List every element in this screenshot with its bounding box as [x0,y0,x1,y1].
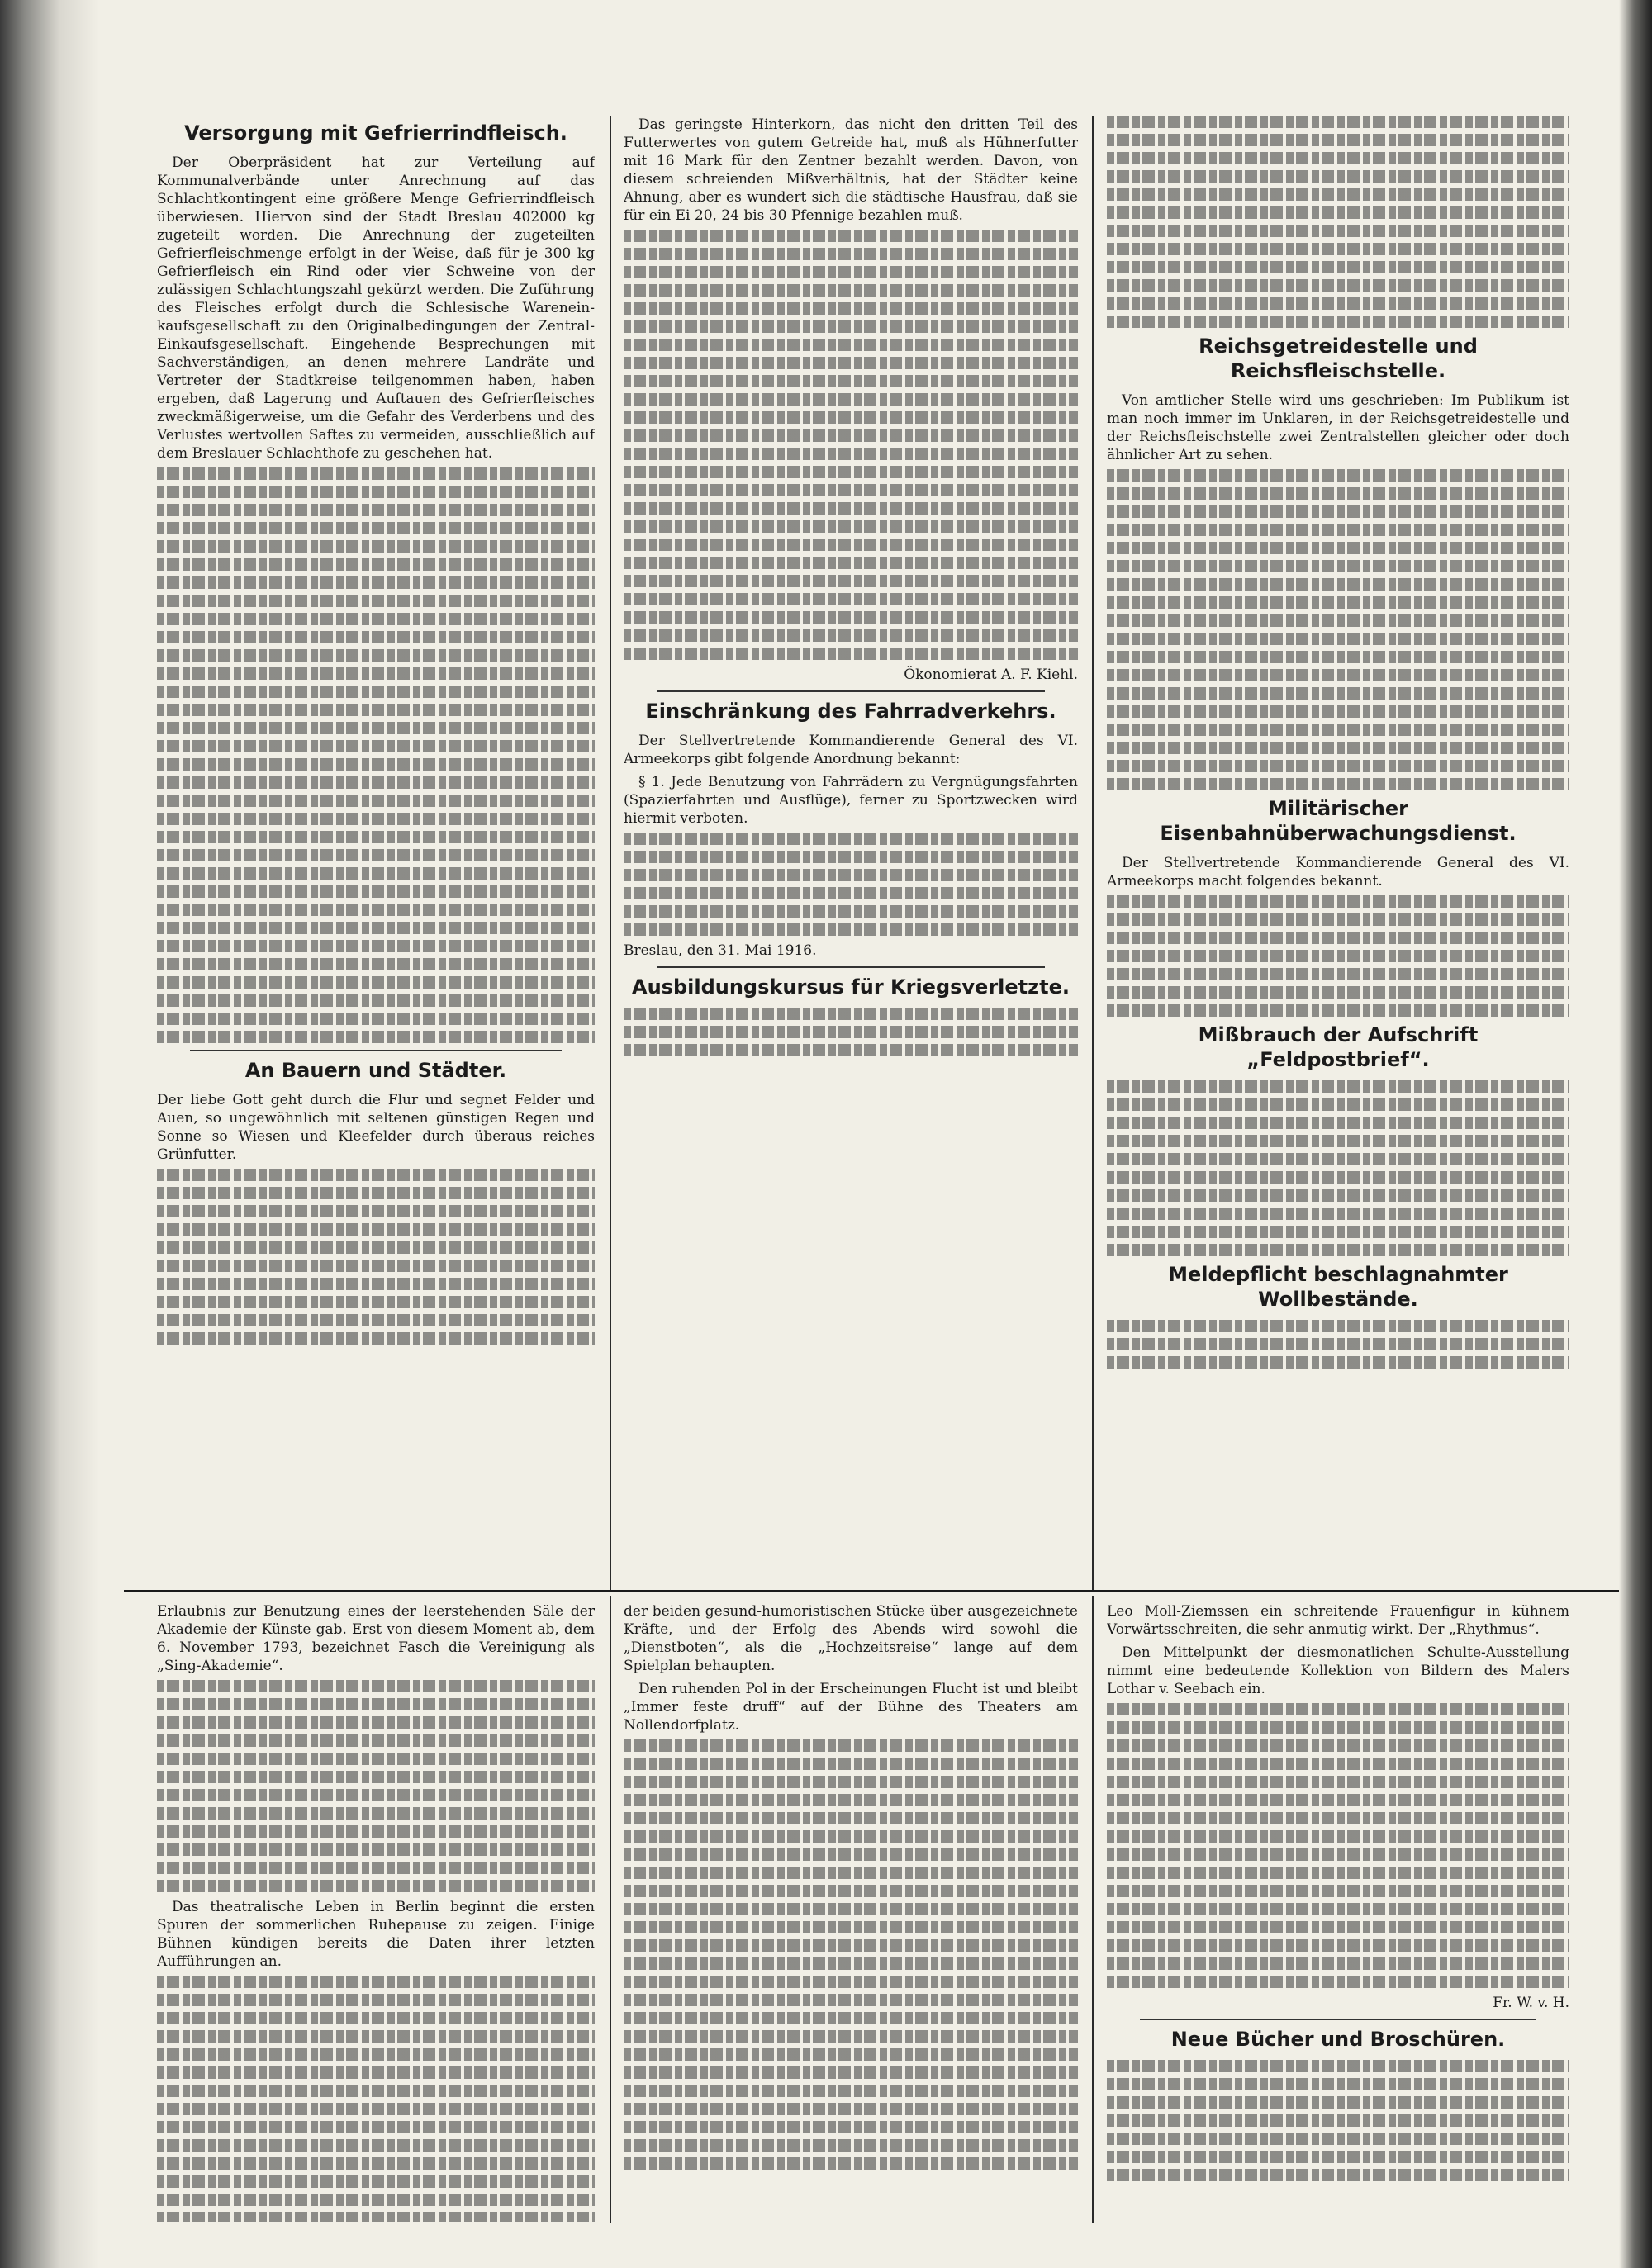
column-rule [610,1596,611,2223]
article-paragraph: § 1. Jede Benutzung von Fahrrädern zu Vergnügungsfahrten (Spazierfahrten und Ausflüge), ferner zu Sportzwecken wird hiermit verboten. [624,774,1078,827]
bottom-column-3 [1107,1602,1569,2222]
column-rule [1092,1596,1094,2223]
section-rule [124,1590,1619,1592]
article-heading: Einschränkung des Fahrradverkehrs. [645,700,1056,723]
article-paragraph: Leo Moll-Ziemssen ein schreitende Frauenfigur in kühnem Vorwärtsschreiten, die sehr anmutig wirkt. Der „Rhythmus“. [1107,1603,1569,1638]
article-heading: Meldepflicht beschlagnahmter Wollbestände. [1168,1263,1508,1311]
article-heading: Mißbrauch der Aufschrift „Feldpostbrief“. [1198,1023,1479,1071]
article-paragraph: Der Oberpräsident hat zur Verteilung auf Kommunalverbände unter Anrechnung auf das Schlachtkontingent eine größere Menge Gefrierrindfleisch überwiesen. Hiervon sind der Stadt Breslau 402000 kg zugeteilt worden. Die Anrechnung der zugeteilten Gefrierfleischmenge erfolgt in der Weise, daß für je 300 kg Gefrierfleisch ein Rind oder vier Schweine von der zulässigen Schlachtungszahl gekürzt werden. Die Zuführung des Fleisches erfolgt durch die Schlesische Warenein-kaufsgesellschaft zu den Originalbedingungen der Zentral-Einkaufsgesellschaft. Eingehende Besprechungen mit Sachverständigen, an denen mehrere Landräte und Vertreter der Stadtkreise teilgenommen haben, haben ergeben, daß Lagerung und Auftauen des Gefrierfleisches zweckmäßigerweise, um die Gefahr des Verderbens und des Verlustes wertvollen Saftes zu vermeiden, ausschließlich auf dem Breslauer Schlachthofe zu geschehen hat. [157,154,595,462]
article-paragraph: Das geringste Hinterkorn, das nicht den dritten Teil des Futterwertes von gutem Getreide hat, muß als Hühnerfutter mit 16 Mark für den Zentner bezahlt werden. Davon, von diesem schreienden Mißverhältnis, hat der Städter keine Ahnung, aber es wundert sich die städtische Hausfrau, daß sie für ein Ei 20, 24 bis 30 Pfennige bezahlen muß. [624,116,1078,224]
article-heading: Versorgung mit Gefrierrindfleisch. [184,121,567,145]
column-rule [610,116,611,1590]
article-heading: Reichsgetreidestelle und Reichsfleischstelle. [1199,335,1478,382]
article-paragraph: Der liebe Gott geht durch die Flur und segnet Felder und Auen, so ungewöhnlich mit seltenen günstigen Regen und Sonne so Wiesen und Kleefelder durch überaus reiches Grünfutter. [157,1092,595,1163]
binding-shadow-left [0,0,99,2268]
article-paragraph: Der Stellvertretende Kommandierende General des VI. Armeekorps gibt folgende Anordnung bekannt: [624,733,1078,767]
article-paragraph: Von amtlicher Stelle wird uns geschrieben: Im Publikum ist man noch immer im Unklaren, in der Reichsgetreidestelle und der Reichsfleischstelle zwei Zentralstellen gleicher oder doch ähnlicher Art zu sehen. [1107,392,1569,463]
bottom-column-1 [157,1602,595,2222]
article-paragraph: Den Mittelpunkt der diesmonatlichen Schulte-Ausstellung nimmt eine bedeutende Kollektion von Bildern des Malers Lothar v. Seebach ein. [1107,1644,1569,1697]
dateline: Breslau, den 31. Mai 1916. [624,942,817,959]
article-heading: Neue Bücher und Broschüren. [1170,2028,1506,2051]
article-heading: Ausbildungskursus für Kriegsverletzte. [632,975,1070,999]
binding-shadow-right [1619,0,1652,2268]
article-heading: An Bauern und Städter. [244,1059,507,1082]
top-column-2 [624,116,1078,1586]
article-paragraph: Erlaubnis zur Benutzung eines der leerstehenden Säle der Akademie der Künste gab. Erst von diesem Moment ab, dem 6. November 1793, bezeichnet Fasch die Vereinigung als „Sing-Akademie“. [157,1603,595,1674]
article-paragraph: Den ruhenden Pol in der Erscheinungen Flucht ist und bleibt „Immer feste druff“ auf der Bühne des Theaters am Nollendorfplatz. [624,1681,1078,1734]
bottom-column-2 [624,1602,1078,2222]
article-paragraph: Der Stellvertretende Kommandierende General des VI. Armeekorps macht folgendes bekannt. [1107,855,1569,890]
top-column-1 [157,116,595,1586]
top-column-3 [1107,116,1569,1586]
author-signature: Fr. W. v. H. [1493,1995,1569,2011]
column-rule [1092,116,1094,1590]
article-heading: Militärischer Eisenbahnüberwachungsdienst. [1160,797,1517,845]
author-signature: Ökonomierat A. F. Kiehl. [904,667,1078,683]
article-paragraph: der beiden gesund-humoristischen Stücke über ausgezeichnete Kräfte, und der Erfolg des Abends wird sowohl die „Dienstboten“, als die „Hochzeitsreise“ lange auf dem Spielplan behaupten. [624,1603,1078,1674]
article-paragraph: Das theatralische Leben in Berlin beginnt die ersten Spuren der sommerlichen Ruhepause zu zeigen. Einige Bühnen kündigen bereits die Daten ihrer letzten Aufführungen an. [157,1899,595,1970]
